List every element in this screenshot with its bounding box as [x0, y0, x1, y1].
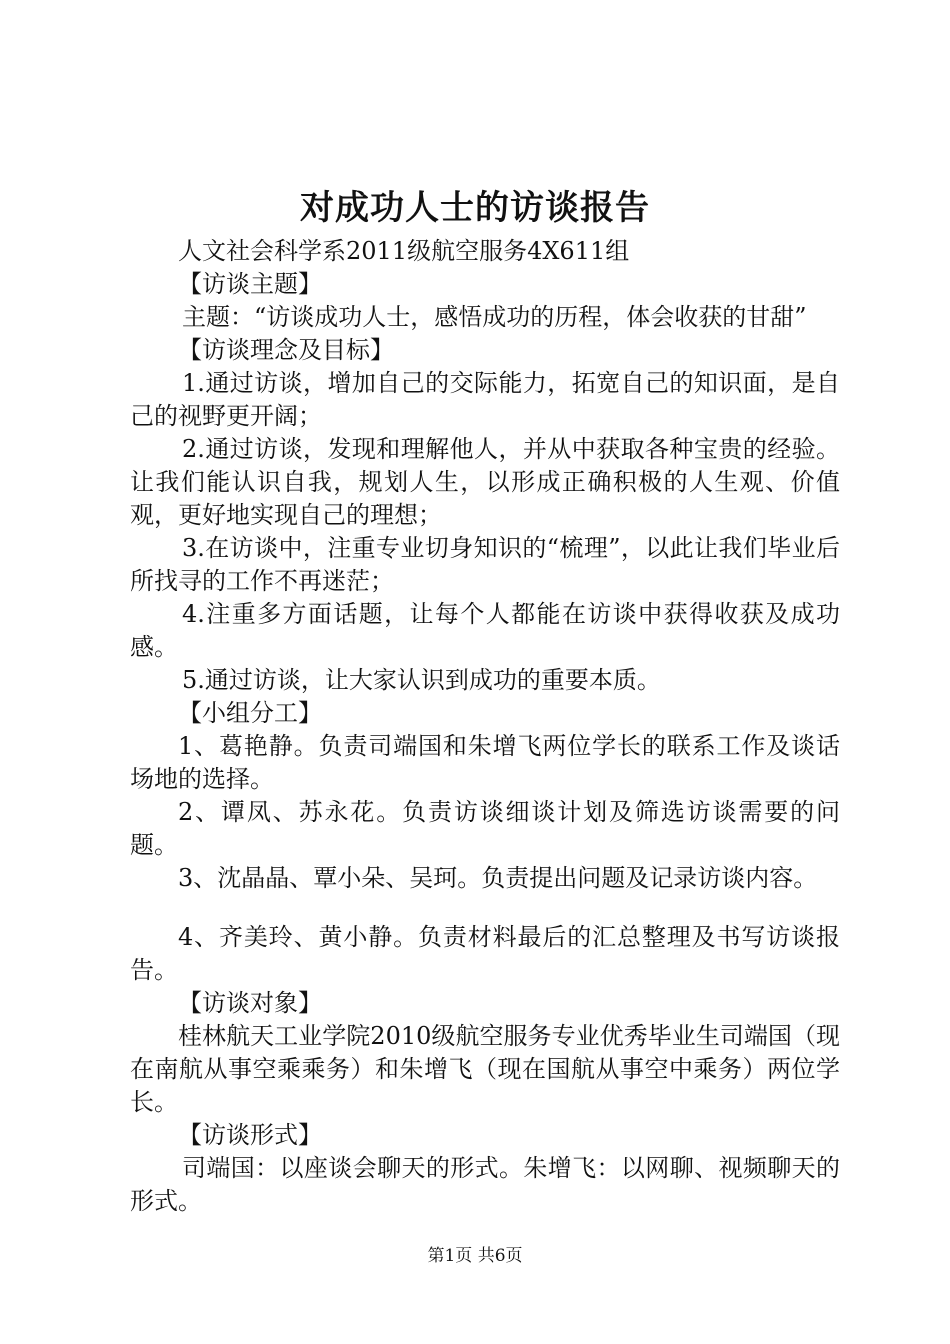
theme-text: 主题：“访谈成功人士，感悟成功的历程，体会收获的甘甜” [182, 303, 807, 331]
section-heading-subjects: 【访谈对象】 [178, 989, 322, 1017]
division-item-3: 3、沈晶晶、覃小朵、吴珂。负责提出问题及记录访谈内容。 [178, 864, 818, 892]
goal-item-4: 4.注重多方面话题，让每个人都能在访谈中获得收获及成功感。 [130, 600, 840, 661]
document-body [130, 235, 840, 1218]
section-heading-division: 【小组分工】 [178, 699, 322, 727]
document-title: 对成功人士的访谈报告 [300, 188, 650, 228]
page-footer: 第1页 共6页 [427, 1246, 523, 1266]
goal-item-5: 5.通过访谈，让大家认识到成功的重要本质。 [182, 666, 661, 694]
section-heading-theme: 【访谈主题】 [178, 270, 322, 298]
goal-item-3: 3.在访谈中，注重专业切身知识的“梳理”，以此让我们毕业后所找寻的工作不再迷茫； [130, 534, 840, 595]
subjects-text: 桂林航天工业学院2010级航空服务专业优秀毕业生司端国（现在南航从事空乘乘务）和朱增飞（现在国航从事空中乘务）两位学长。 [130, 1022, 840, 1116]
format-text: 司端国：以座谈会聊天的形式。朱增飞：以网聊、视频聊天的形式。 [130, 1154, 840, 1215]
goal-item-2: 2.通过访谈，发现和理解他人，并从中获取各种宝贵的经验。让我们能认识自我，规划人生，以形成正确积极的人生观、价值观，更好地实现自己的理想； [130, 435, 840, 529]
section-heading-format: 【访谈形式】 [178, 1121, 322, 1149]
paragraph-gap [130, 895, 840, 921]
division-item-2: 2、谭凤、苏永花。负责访谈细谈计划及筛选访谈需要的问题。 [130, 798, 840, 859]
goal-item-1: 1.通过访谈，增加自己的交际能力，拓宽自己的知识面，是自己的视野更开阔； [130, 369, 840, 430]
section-heading-goals: 【访谈理念及目标】 [178, 336, 394, 364]
division-item-1: 1、葛艳静。负责司端国和朱增飞两位学长的联系工作及谈话场地的选择。 [130, 732, 840, 793]
group-line: 人文社会科学系2011级航空服务4X611组 [178, 237, 630, 265]
division-item-4: 4、齐美玲、黄小静。负责材料最后的汇总整理及书写访谈报告。 [130, 923, 840, 984]
